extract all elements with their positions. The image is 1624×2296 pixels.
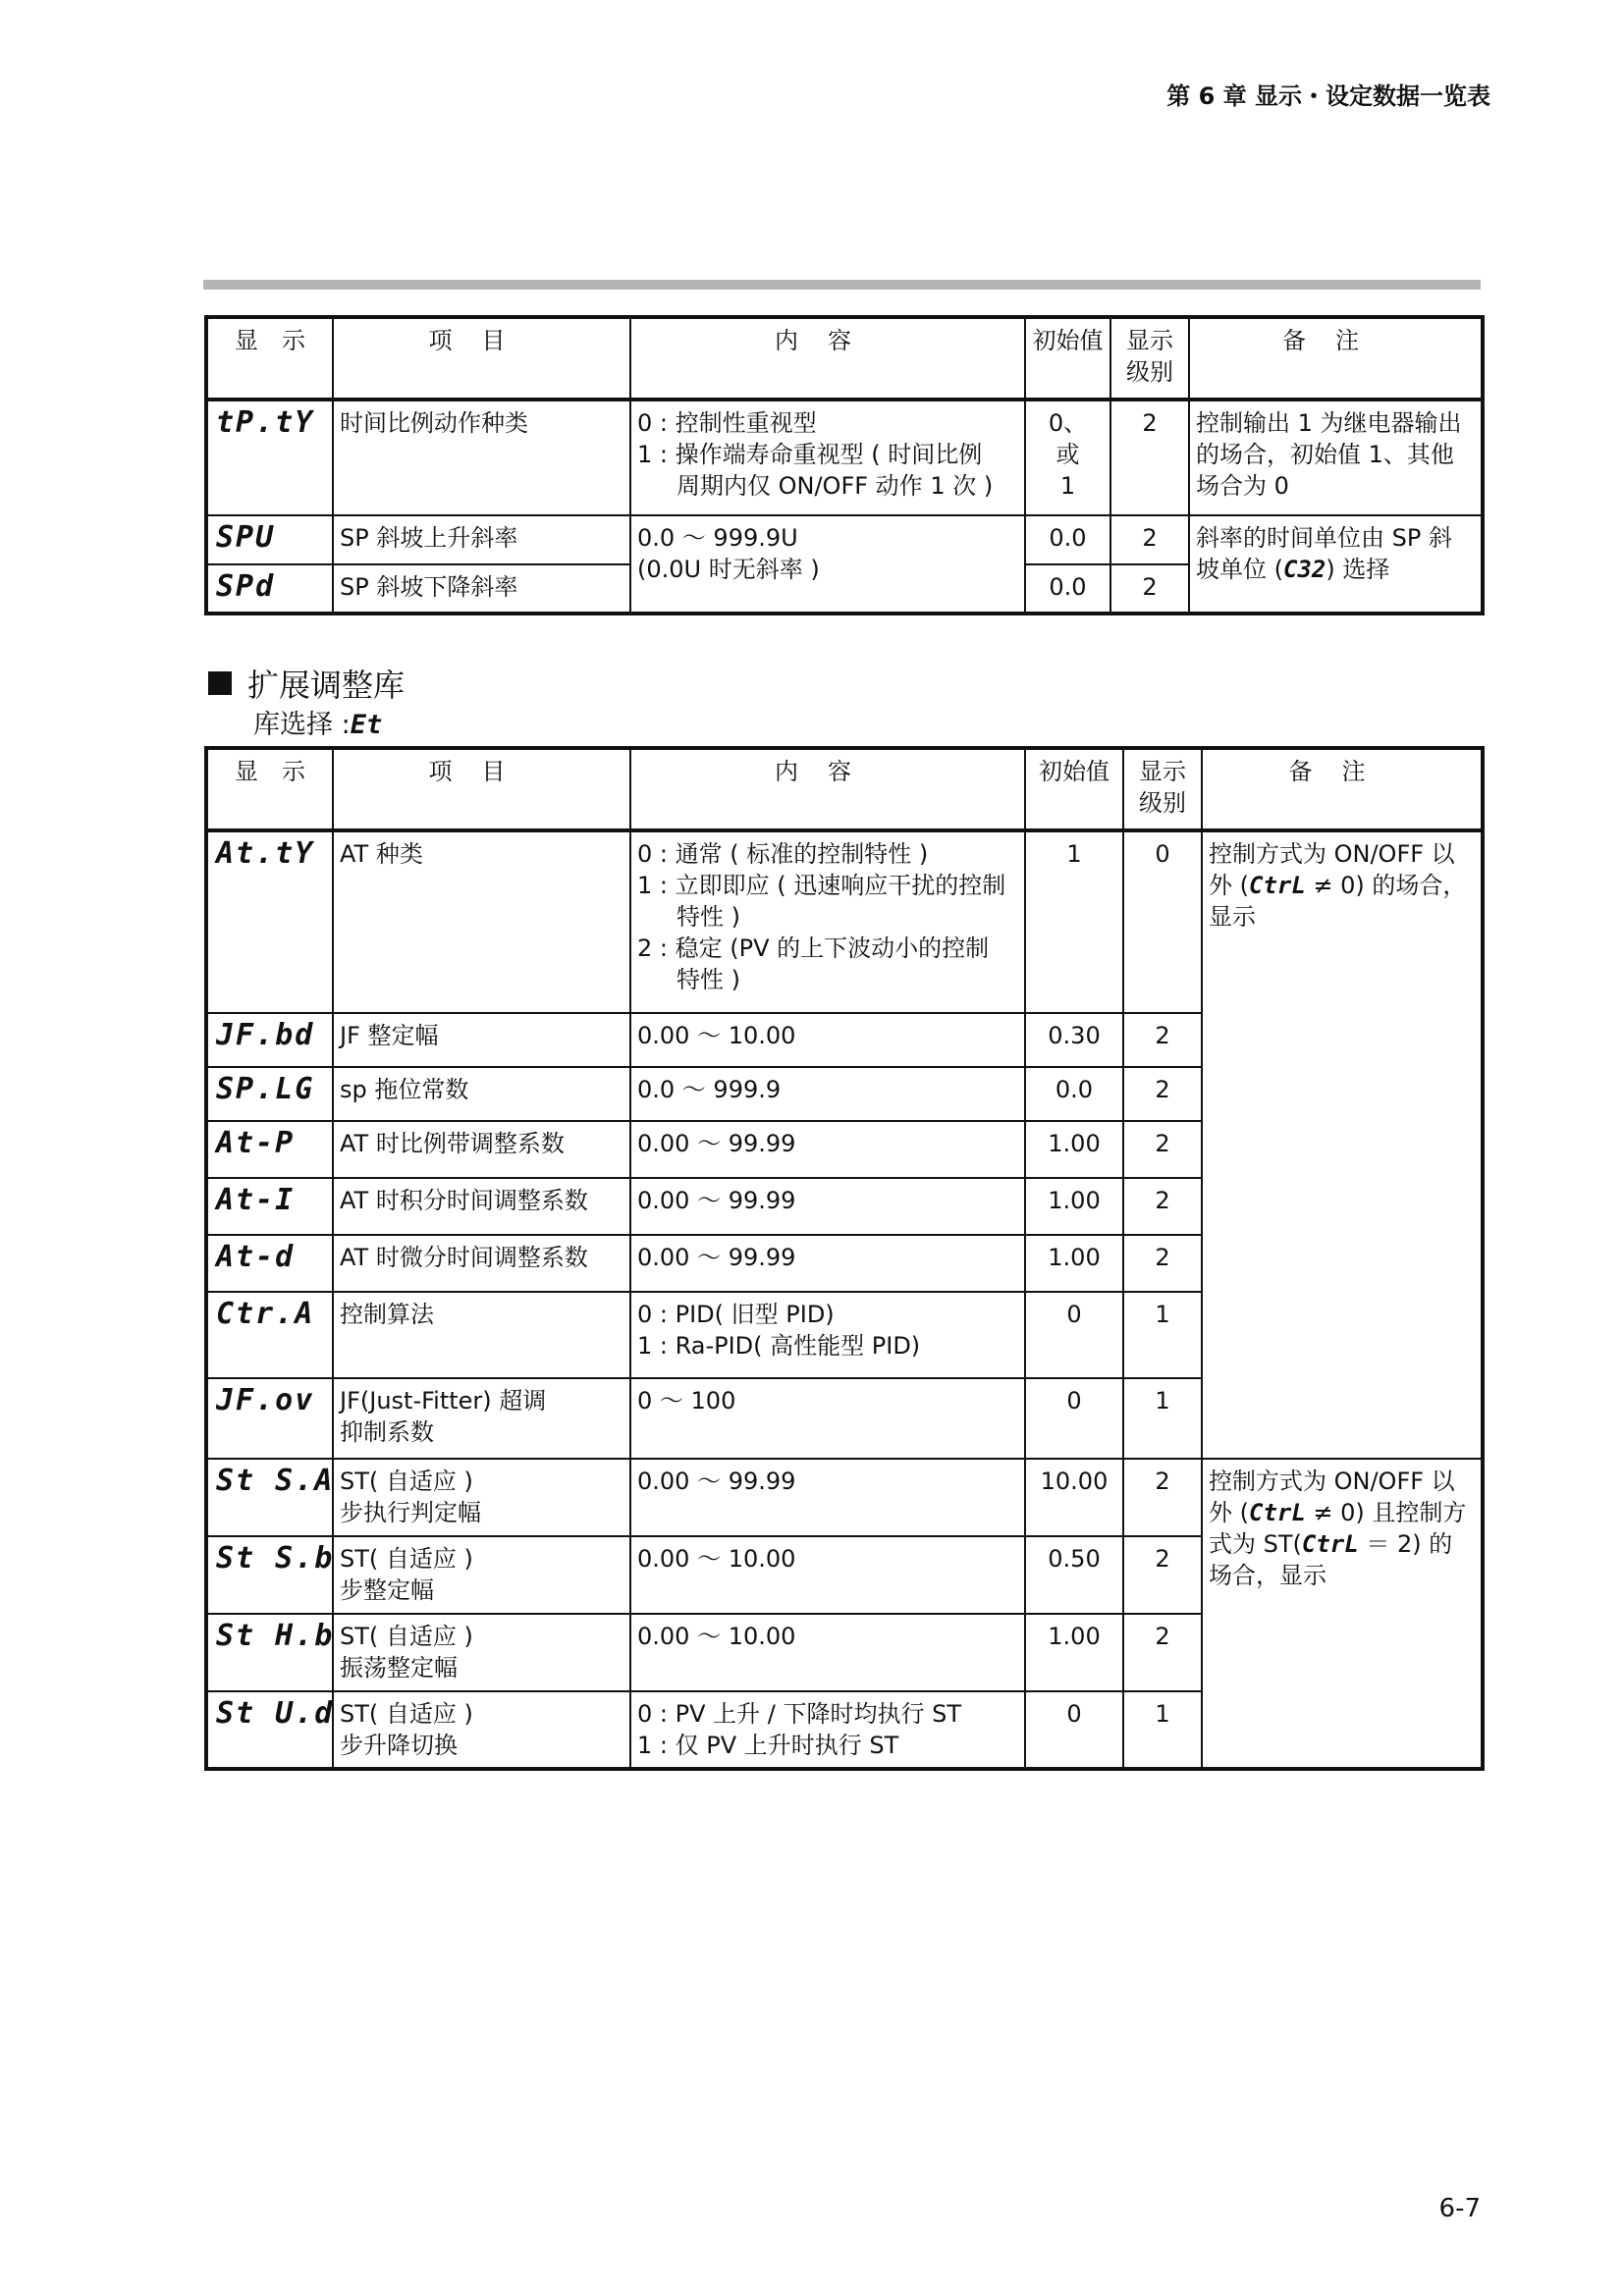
level-cell: 2: [1110, 515, 1189, 564]
bank-label: 库选择 :: [253, 710, 351, 740]
content-cell: 0.00 ～ 99.99: [630, 1235, 1025, 1292]
note-cell: [1202, 830, 1483, 1459]
level-cell: 2: [1110, 400, 1189, 515]
item-cell: SP 斜坡下降斜率: [333, 564, 630, 614]
item-cell: 时间比例动作种类: [333, 400, 630, 515]
content-cell: 0.00 ～ 10.00: [630, 1013, 1025, 1067]
display-code: At-P: [206, 1121, 333, 1178]
inline-display-code: CtrL: [1249, 872, 1306, 899]
content-line: (0.0U 时无斜率 ): [637, 556, 820, 583]
item-cell: SP 斜坡上升斜率: [333, 515, 630, 564]
content-cell: 0.00 ～ 10.00: [630, 1536, 1025, 1614]
initial-cell: [1025, 400, 1110, 515]
level-cell: 2: [1123, 1013, 1202, 1067]
table-row: [206, 1459, 1483, 1536]
initial-cell: 0: [1025, 1691, 1123, 1769]
item-cell: 控制算法: [333, 1292, 630, 1378]
content-line: 0 : 控制性重视型: [637, 409, 817, 437]
initial-cell: 0.30: [1025, 1013, 1123, 1067]
table-row: [206, 515, 1483, 564]
initial-cell: 0: [1025, 1292, 1123, 1378]
display-code: SPU: [206, 515, 333, 564]
display-code: Ctr.A: [206, 1292, 333, 1378]
level-cell: 2: [1123, 1614, 1202, 1691]
item-line: ST( 自适应 ): [340, 1545, 473, 1573]
content-line: 1 : 立即即应 ( 迅速响应干扰的控制: [637, 872, 1006, 899]
note-text: 斜率的时间单位由 SP 斜坡单位 (: [1196, 524, 1452, 583]
note-text: 控制方式为 ON/OFF 以外 (: [1209, 840, 1455, 899]
section-title-text: 扩展调整库: [247, 667, 406, 704]
initial-cell: 0: [1025, 1378, 1123, 1459]
content-line: 0 : PID( 旧型 PID): [637, 1301, 835, 1328]
col-item-header: 项目: [333, 317, 630, 400]
section-title: [208, 661, 405, 706]
inline-display-code: CtrL: [1249, 1499, 1306, 1526]
content-line: 周期内仅 ON/OFF 动作 1 次 ): [677, 472, 994, 500]
content-cell: 0.00 ～ 99.99: [630, 1178, 1025, 1235]
content-line: 0 : PV 上升 / 下降时均执行 ST: [637, 1700, 961, 1728]
initial-cell: 0.0: [1025, 1067, 1123, 1121]
item-cell: AT 时积分时间调整系数: [333, 1178, 630, 1235]
item-line: JF(Just-Fitter) 超调: [340, 1387, 547, 1415]
bank-code: Et: [350, 710, 383, 740]
item-cell: AT 时比例带调整系数: [333, 1121, 630, 1178]
note-cell: 控制输出 1 为继电器输出的场合，初始值 1、其他场合为 0: [1189, 400, 1483, 515]
col-display-header: 显 示: [206, 748, 333, 830]
col-item-header: 项目: [333, 748, 630, 830]
content-cell: 0.00 ～ 99.99: [630, 1459, 1025, 1536]
item-line: 振荡整定幅: [340, 1654, 458, 1682]
content-line: 1 : 仅 PV 上升时执行 ST: [637, 1732, 899, 1759]
display-code: JF.ov: [206, 1378, 333, 1459]
display-code: St S.b: [206, 1536, 333, 1614]
item-cell: [333, 1378, 630, 1459]
content-cell: [630, 400, 1025, 515]
content-cell: 0 ～ 100: [630, 1378, 1025, 1459]
display-code: JF.bd: [206, 1013, 333, 1067]
col-content-header: 内容: [630, 748, 1025, 830]
initial-cell: 1.00: [1025, 1614, 1123, 1691]
display-code: SP.LG: [206, 1067, 333, 1121]
note-cell: [1189, 515, 1483, 614]
content-line: 0 : 通常 ( 标准的控制特性 ): [637, 840, 929, 868]
bank-selection: [253, 703, 382, 741]
content-line: 2 : 稳定 (PV 的上下波动小的控制: [637, 934, 990, 962]
table-row: [206, 400, 1483, 515]
item-line: ST( 自适应 ): [340, 1700, 473, 1728]
initial-cell: 1.00: [1025, 1235, 1123, 1292]
level-cell: 2: [1123, 1459, 1202, 1536]
display-code: St U.d: [206, 1691, 333, 1769]
level-cell: 1: [1123, 1691, 1202, 1769]
level-cell: 0: [1123, 830, 1202, 1013]
item-cell: [333, 1691, 630, 1769]
initial-cell: 1.00: [1025, 1178, 1123, 1235]
level-header-line1: 显示: [1139, 758, 1186, 785]
table-row: [206, 830, 1483, 1013]
initial-line: 1: [1059, 472, 1076, 500]
item-line: ST( 自适应 ): [340, 1623, 473, 1650]
level-cell: 2: [1110, 564, 1189, 614]
item-cell: sp 拖位常数: [333, 1067, 630, 1121]
content-line: 特性 ): [677, 966, 740, 993]
content-cell: 0.0 ～ 999.9: [630, 1067, 1025, 1121]
level-header-line2: 级别: [1126, 358, 1173, 386]
col-content-header: 内容: [630, 317, 1025, 400]
item-cell: [333, 1536, 630, 1614]
item-line: 步升降切换: [340, 1732, 458, 1759]
initial-cell: 0.50: [1025, 1536, 1123, 1614]
display-code: St H.b: [206, 1614, 333, 1691]
content-line: 特性 ): [677, 903, 740, 931]
item-line: 步执行判定幅: [340, 1499, 481, 1526]
item-cell: [333, 1459, 630, 1536]
col-level-header: [1110, 317, 1189, 400]
chapter-header: 第 6 章 显示・设定数据一览表: [1166, 82, 1490, 110]
note-text: 控制方式为 ON/OFF 以外 (: [1209, 1468, 1455, 1526]
level-cell: 2: [1123, 1178, 1202, 1235]
content-cell: [630, 515, 1025, 614]
settings-table-1: [204, 315, 1485, 615]
content-line: 1 : Ra-PID( 高性能型 PID): [637, 1332, 921, 1360]
col-note-header: 备注: [1189, 317, 1483, 400]
note-cell: [1202, 1459, 1483, 1769]
inline-display-code: C32: [1283, 556, 1326, 583]
initial-cell: 1: [1025, 830, 1123, 1013]
page-number: 6-7: [1438, 2194, 1481, 2223]
display-code: St S.A: [206, 1459, 333, 1536]
col-note-header: 备注: [1202, 748, 1483, 830]
initial-cell: 10.00: [1025, 1459, 1123, 1536]
level-cell: 2: [1123, 1536, 1202, 1614]
col-level-header: [1123, 748, 1202, 830]
initial-cell: 1.00: [1025, 1121, 1123, 1178]
initial-line: 或: [1056, 441, 1080, 468]
note-text: ) 选择: [1326, 556, 1390, 583]
display-code: SPd: [206, 564, 333, 614]
initial-cell: 0.0: [1025, 515, 1110, 564]
table-header-row: [206, 317, 1483, 400]
initial-cell: 0.0: [1025, 564, 1110, 614]
content-cell: [630, 1691, 1025, 1769]
content-cell: [630, 830, 1025, 1013]
level-cell: 1: [1123, 1292, 1202, 1378]
content-line: 0.0 ～ 999.9U: [637, 524, 798, 552]
level-header-line2: 级别: [1139, 789, 1186, 817]
level-cell: 1: [1123, 1378, 1202, 1459]
content-line: 1 : 操作端寿命重视型 ( 时间比例: [637, 441, 983, 468]
item-cell: [333, 1614, 630, 1691]
note-text: ＝ 2) 的场合，显示: [1209, 1530, 1453, 1589]
item-cell: JF 整定幅: [333, 1013, 630, 1067]
content-cell: [630, 1292, 1025, 1378]
item-cell: AT 时微分时间调整系数: [333, 1235, 630, 1292]
table-header-row: [206, 748, 1483, 830]
level-cell: 2: [1123, 1067, 1202, 1121]
col-initial-header: 初始值: [1025, 748, 1123, 830]
level-header-line1: 显示: [1126, 327, 1173, 354]
note-text: ≠ 0) 且控制方式为 ST(: [1209, 1499, 1467, 1558]
col-display-header: 显 示: [206, 317, 333, 400]
display-code: At-I: [206, 1178, 333, 1235]
display-code: At-d: [206, 1235, 333, 1292]
content-cell: 0.00 ～ 10.00: [630, 1614, 1025, 1691]
inline-display-code: CtrL: [1301, 1530, 1359, 1558]
item-line: ST( 自适应 ): [340, 1468, 473, 1495]
note-text: ≠ 0) 的场合，显示: [1209, 872, 1467, 931]
level-cell: 2: [1123, 1235, 1202, 1292]
item-line: 抑制系数: [340, 1418, 434, 1446]
settings-table-2: [204, 746, 1485, 1771]
col-initial-header: 初始值: [1025, 317, 1110, 400]
level-cell: 2: [1123, 1121, 1202, 1178]
item-cell: AT 种类: [333, 830, 630, 1013]
item-line: 步整定幅: [340, 1576, 434, 1604]
display-code: At.tY: [206, 830, 333, 1013]
initial-line: 0、: [1048, 409, 1088, 437]
header-rule: [203, 280, 1481, 290]
content-cell: 0.00 ～ 99.99: [630, 1121, 1025, 1178]
section-bullet: [208, 671, 232, 695]
display-code: tP.tY: [206, 400, 333, 515]
